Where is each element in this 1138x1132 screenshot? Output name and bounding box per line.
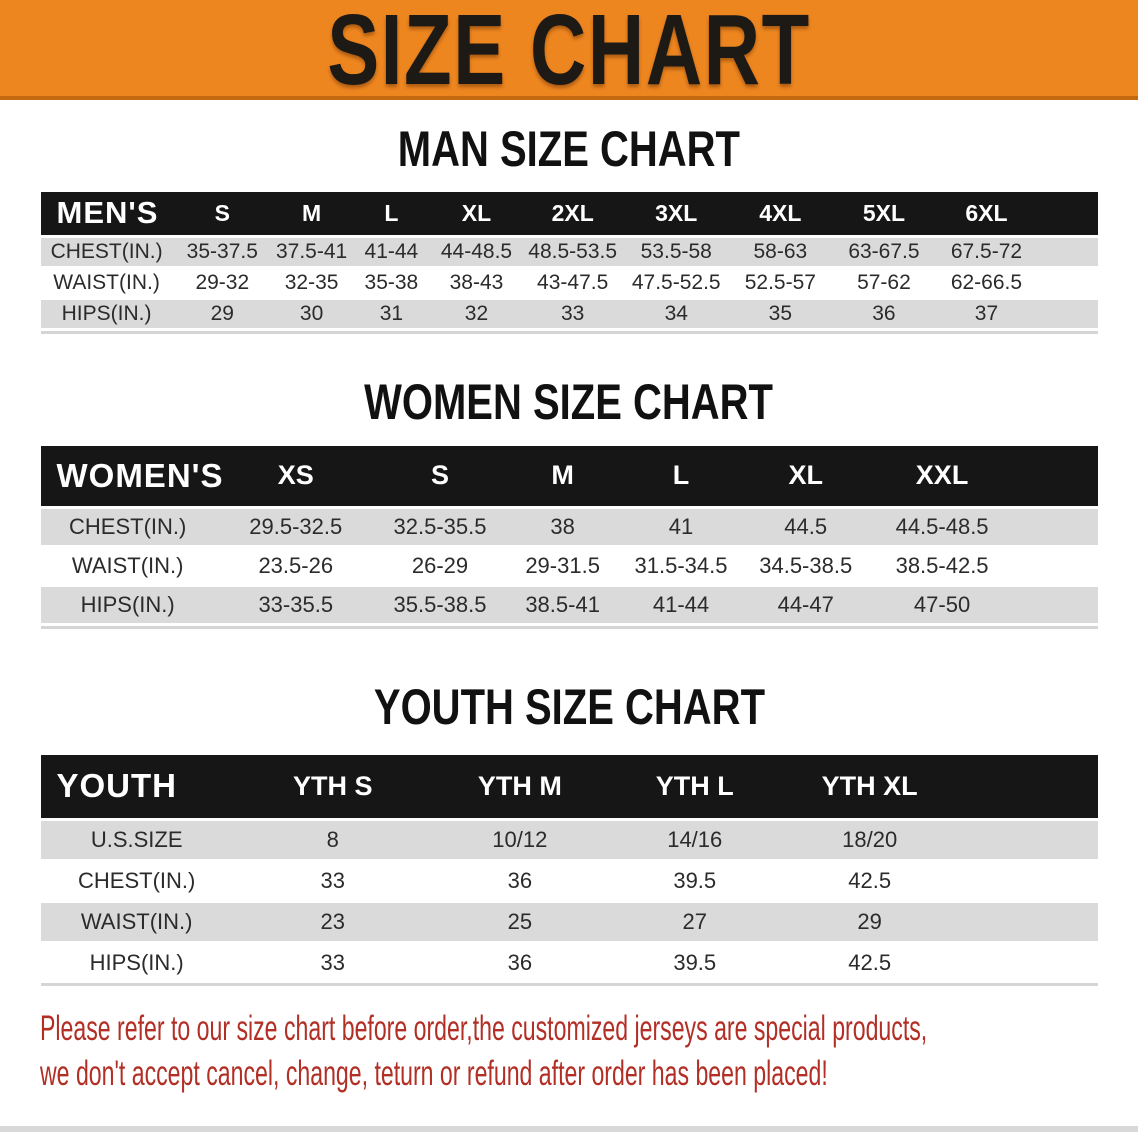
size-value-cell: 34.5-38.5 <box>740 547 871 586</box>
size-column-header: M <box>503 446 621 508</box>
size-column-header: 6XL <box>936 192 1037 236</box>
size-column-header: S <box>377 446 504 508</box>
size-column-header: S <box>173 192 272 236</box>
size-value-cell: 62-66.5 <box>936 267 1037 298</box>
row-label: U.S.SIZE <box>41 819 233 860</box>
size-value-cell: 37.5-41 <box>272 236 351 267</box>
women-size-section <box>0 373 1138 630</box>
row-label: HIPS(IN.) <box>41 586 215 625</box>
filler-cell <box>957 942 1098 983</box>
size-column-header: M <box>272 192 351 236</box>
size-value-cell: 44.5 <box>740 508 871 547</box>
size-value-cell: 36 <box>433 860 607 901</box>
size-value-cell: 67.5-72 <box>936 236 1037 267</box>
size-value-cell: 14/16 <box>607 819 782 860</box>
size-value-cell: 52.5-57 <box>729 267 833 298</box>
women-section-heading <box>0 373 1138 430</box>
filler-cell <box>957 901 1098 942</box>
size-value-cell: 41-44 <box>622 586 740 625</box>
table-row <box>41 942 1098 983</box>
filler-cell <box>957 860 1098 901</box>
size-value-cell: 47.5-52.5 <box>624 267 729 298</box>
size-value-cell: 33 <box>521 298 624 329</box>
row-label: CHEST(IN.) <box>41 860 233 901</box>
filler-cell <box>1013 446 1098 508</box>
size-value-cell: 57-62 <box>832 267 936 298</box>
size-value-cell: 53.5-58 <box>624 236 729 267</box>
size-value-cell: 32-35 <box>272 267 351 298</box>
size-value-cell: 63-67.5 <box>832 236 936 267</box>
size-value-cell: 23 <box>233 901 433 942</box>
size-value-cell: 44-48.5 <box>432 236 522 267</box>
size-column-header: L <box>351 192 431 236</box>
size-column-header: 2XL <box>521 192 624 236</box>
women-size-table <box>41 446 1098 630</box>
table-header-label: YOUTH <box>41 755 233 819</box>
filler-cell <box>1037 236 1097 267</box>
table-row <box>41 819 1098 860</box>
size-value-cell: 35 <box>729 298 833 329</box>
size-column-header: XL <box>432 192 522 236</box>
size-value-cell: 18/20 <box>782 819 956 860</box>
women-section-heading-text: WOMEN SIZE CHART <box>364 373 774 430</box>
table-header-label: MEN'S <box>41 192 173 236</box>
size-value-cell: 33-35.5 <box>215 586 377 625</box>
men-section-heading <box>0 121 1138 177</box>
filler-cell <box>1013 508 1098 547</box>
men-section-heading-text: MAN SIZE CHART <box>397 121 741 177</box>
row-label: HIPS(IN.) <box>41 298 173 329</box>
size-value-cell: 25 <box>433 901 607 942</box>
size-value-cell: 38-43 <box>432 267 522 298</box>
filler-cell <box>1037 192 1097 236</box>
size-value-cell: 32 <box>432 298 522 329</box>
size-value-cell: 29-32 <box>173 267 272 298</box>
size-value-cell: 33 <box>233 860 433 901</box>
filler-cell <box>1013 547 1098 586</box>
size-value-cell: 58-63 <box>729 236 833 267</box>
youth-section-heading-text: YOUTH SIZE CHART <box>373 679 765 735</box>
table-header-row <box>41 446 1098 508</box>
table-row <box>41 236 1098 267</box>
size-value-cell: 42.5 <box>782 942 956 983</box>
table-header-label: WOMEN'S <box>41 446 215 508</box>
size-column-header: 3XL <box>624 192 729 236</box>
size-value-cell: 29 <box>173 298 272 329</box>
size-value-cell: 33 <box>233 942 433 983</box>
table-row <box>41 901 1098 942</box>
table-row <box>41 547 1098 586</box>
row-label: WAIST(IN.) <box>41 547 215 586</box>
table-header-row <box>41 192 1098 236</box>
size-value-cell: 35-38 <box>351 267 431 298</box>
size-value-cell: 32.5-35.5 <box>377 508 504 547</box>
size-value-cell: 41-44 <box>351 236 431 267</box>
size-column-header: 4XL <box>729 192 833 236</box>
row-label: CHEST(IN.) <box>41 508 215 547</box>
size-value-cell: 10/12 <box>433 819 607 860</box>
size-value-cell: 48.5-53.5 <box>521 236 624 267</box>
size-value-cell: 36 <box>433 942 607 983</box>
table-row <box>41 298 1098 329</box>
banner <box>0 0 1138 106</box>
table-row <box>41 508 1098 547</box>
size-value-cell: 47-50 <box>871 586 1013 625</box>
size-column-header: XS <box>215 446 377 508</box>
size-value-cell: 26-29 <box>377 547 504 586</box>
size-value-cell: 38.5-41 <box>503 586 621 625</box>
row-label: WAIST(IN.) <box>41 901 233 942</box>
youth-section-heading <box>0 679 1138 735</box>
size-value-cell: 36 <box>832 298 936 329</box>
disclaimer <box>0 1006 1138 1096</box>
disclaimer-line-2: we don't accept cancel, change, teturn or refund after order has been placed! <box>40 1054 828 1093</box>
size-value-cell: 38.5-42.5 <box>871 547 1013 586</box>
size-value-cell: 23.5-26 <box>215 547 377 586</box>
row-label: WAIST(IN.) <box>41 267 173 298</box>
size-value-cell: 39.5 <box>607 942 782 983</box>
table-row <box>41 267 1098 298</box>
size-column-header: L <box>622 446 740 508</box>
banner-title: SIZE CHART <box>327 0 811 106</box>
disclaimer-line-1: Please refer to our size chart before order,the customized jerseys are special products, <box>40 1009 928 1048</box>
row-label: CHEST(IN.) <box>41 236 173 267</box>
size-value-cell: 31.5-34.5 <box>622 547 740 586</box>
size-value-cell: 39.5 <box>607 860 782 901</box>
filler-cell <box>1013 586 1098 625</box>
men-size-table <box>41 192 1098 334</box>
size-value-cell: 29 <box>782 901 956 942</box>
size-value-cell: 44-47 <box>740 586 871 625</box>
size-column-header: YTH M <box>433 755 607 819</box>
size-column-header: YTH S <box>233 755 433 819</box>
size-value-cell: 31 <box>351 298 431 329</box>
filler-cell <box>957 819 1098 860</box>
size-value-cell: 30 <box>272 298 351 329</box>
size-column-header: XL <box>740 446 871 508</box>
size-value-cell: 43-47.5 <box>521 267 624 298</box>
size-value-cell: 41 <box>622 508 740 547</box>
size-value-cell: 37 <box>936 298 1037 329</box>
size-column-header: YTH L <box>607 755 782 819</box>
size-value-cell: 29.5-32.5 <box>215 508 377 547</box>
filler-cell <box>957 755 1098 819</box>
table-header-row <box>41 755 1098 819</box>
filler-cell <box>1037 298 1097 329</box>
table-row <box>41 860 1098 901</box>
size-value-cell: 34 <box>624 298 729 329</box>
size-value-cell: 38 <box>503 508 621 547</box>
size-column-header: 5XL <box>832 192 936 236</box>
table-row <box>41 586 1098 625</box>
youth-size-section <box>0 679 1138 986</box>
size-value-cell: 42.5 <box>782 860 956 901</box>
size-value-cell: 27 <box>607 901 782 942</box>
row-label: HIPS(IN.) <box>41 942 233 983</box>
bottom-edge-strip <box>0 1126 1138 1132</box>
size-column-header: XXL <box>871 446 1013 508</box>
size-value-cell: 29-31.5 <box>503 547 621 586</box>
size-value-cell: 44.5-48.5 <box>871 508 1013 547</box>
size-value-cell: 8 <box>233 819 433 860</box>
men-size-section <box>0 121 1138 334</box>
size-value-cell: 35-37.5 <box>173 236 272 267</box>
filler-cell <box>1037 267 1097 298</box>
youth-size-table <box>41 755 1098 986</box>
size-value-cell: 35.5-38.5 <box>377 586 504 625</box>
size-column-header: YTH XL <box>782 755 956 819</box>
